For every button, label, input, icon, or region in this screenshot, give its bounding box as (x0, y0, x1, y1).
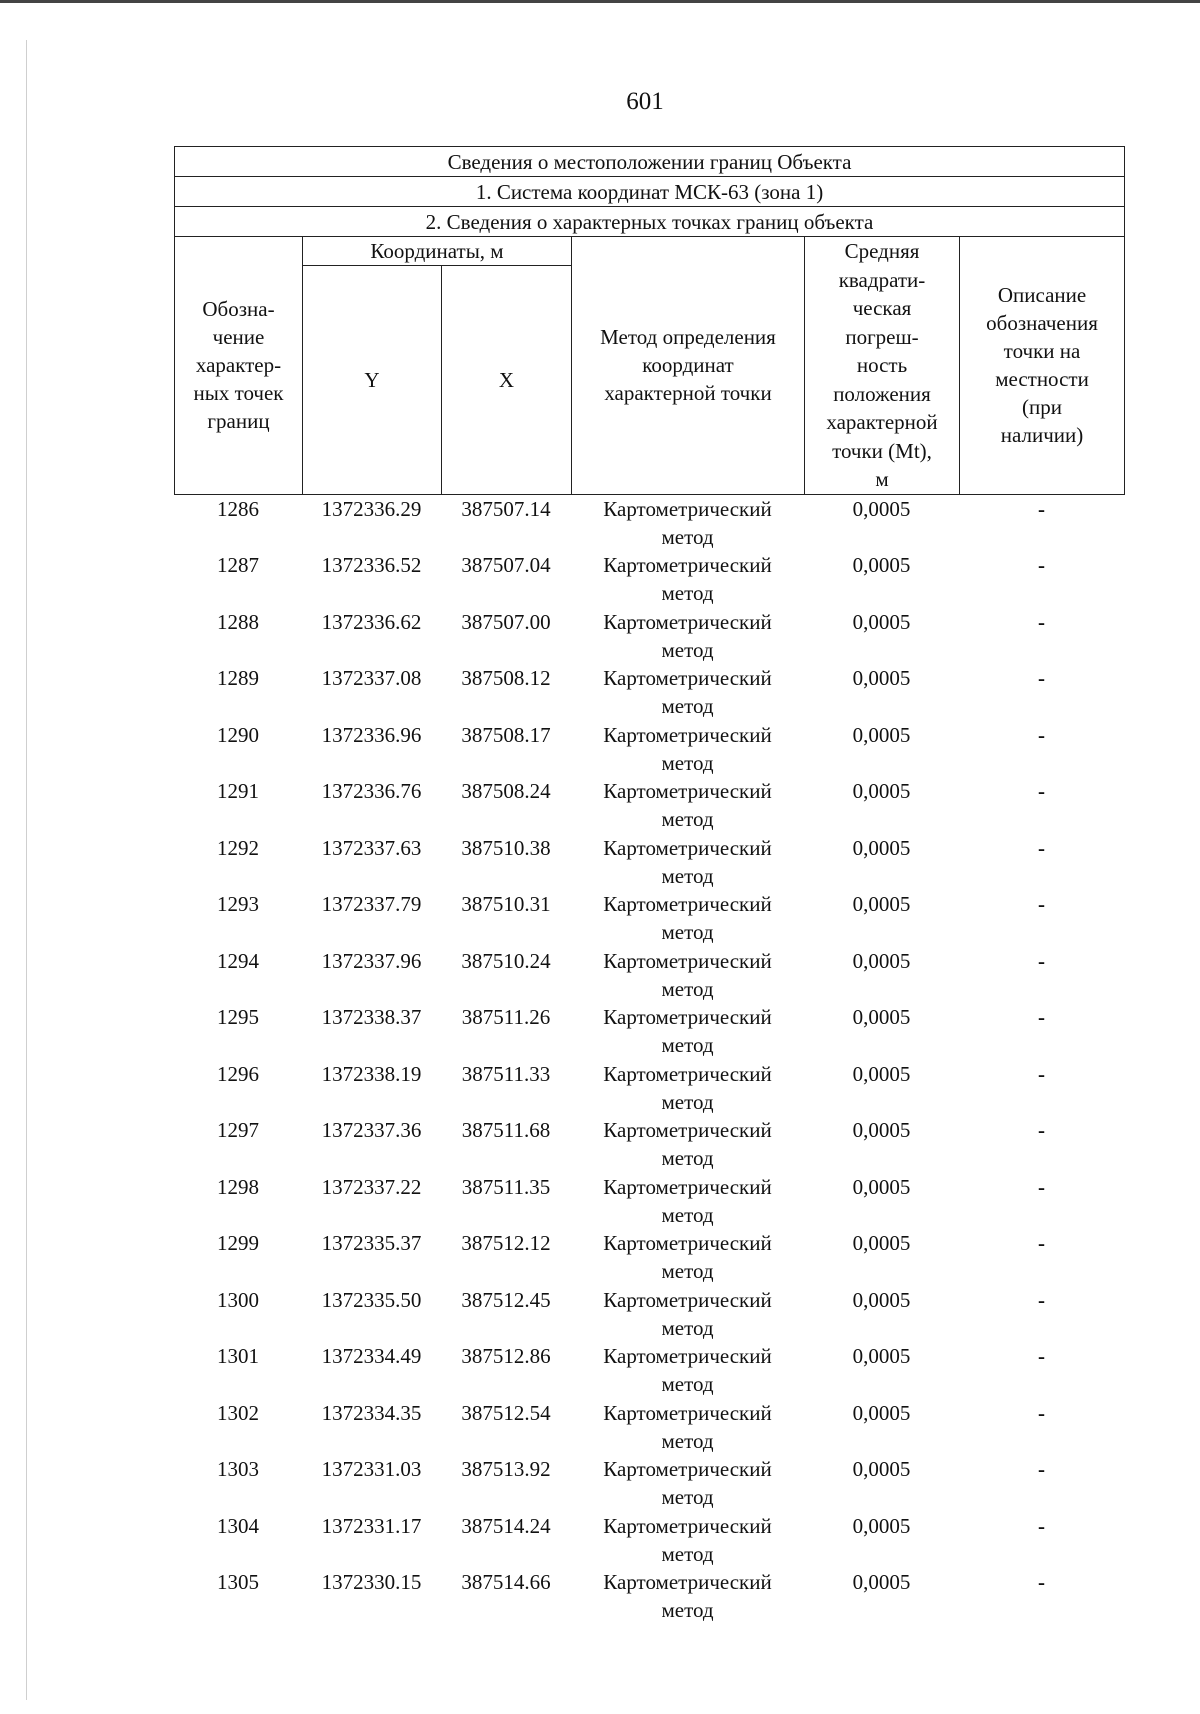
method-line: Картометрический (603, 553, 772, 577)
mt-error: 0,0005 (852, 1513, 911, 1538)
coord-y: 1372334.35 (321, 1400, 422, 1425)
mt-error: 0,0005 (852, 553, 911, 577)
coord-x: 387507.14 (461, 496, 551, 521)
description: - (1038, 1513, 1045, 1538)
method (571, 834, 804, 891)
method-line: Картометрический (603, 1513, 772, 1538)
mt-error: 0,0005 (852, 1118, 911, 1142)
method (571, 1568, 804, 1625)
table-row (174, 608, 1124, 665)
coord-y: 1372336.52 (321, 553, 422, 577)
method-line: метод (661, 1541, 714, 1566)
method (571, 1342, 804, 1399)
coord-x: 387508.12 (461, 666, 551, 690)
method-line: Картометрический (603, 1061, 772, 1086)
coord-x: 387514.66 (461, 1570, 551, 1594)
method (571, 608, 804, 665)
method-line: метод (661, 976, 714, 1001)
method-line: Картометрический (603, 722, 772, 747)
table-header (174, 146, 1125, 495)
description: - (1038, 1061, 1045, 1086)
header-y: Y (303, 266, 442, 494)
coord-x: 387507.00 (461, 609, 551, 634)
mt-error: 0,0005 (852, 1344, 911, 1368)
method-line: Картометрический (603, 1570, 772, 1594)
method-line: метод (661, 1315, 714, 1340)
method-line: Картометрический (603, 1457, 772, 1481)
coord-y: 1372335.50 (321, 1287, 422, 1312)
description: - (1038, 666, 1045, 690)
point-id: 1291 (217, 779, 259, 803)
point-id: 1286 (217, 496, 259, 521)
coord-x: 387511.33 (461, 1061, 551, 1086)
method-line: Картометрический (603, 1118, 772, 1142)
header-line: обозначения (986, 311, 1098, 336)
header-line: (при (1022, 395, 1062, 420)
mt-error: 0,0005 (852, 1005, 911, 1029)
method-line: Картометрический (603, 835, 772, 860)
method-line: метод (661, 750, 714, 775)
header-line: Обозна- (202, 297, 275, 322)
coordinate-system-caption: 1. Система координат МСК-63 (зона 1) (175, 177, 1125, 207)
coord-y: 1372337.08 (321, 666, 422, 690)
description: - (1038, 1400, 1045, 1425)
table-row (174, 1455, 1124, 1512)
header-line: характер- (195, 353, 282, 378)
coord-y: 1372338.37 (321, 1005, 422, 1029)
page-number: 601 (626, 88, 664, 115)
method-line: Картометрический (603, 948, 772, 973)
method-line: Картометрический (603, 1287, 772, 1312)
coord-y: 1372337.79 (321, 892, 422, 916)
coord-y: 1372336.29 (321, 496, 422, 521)
coord-y: 1372330.15 (321, 1570, 422, 1594)
method-line: Картометрический (603, 666, 772, 690)
coord-y: 1372334.49 (321, 1344, 422, 1368)
point-id: 1289 (217, 666, 259, 690)
method-line: метод (661, 1372, 714, 1396)
description: - (1038, 835, 1045, 860)
method-line: метод (661, 1428, 714, 1453)
header-line: положения (833, 381, 931, 406)
table-row (174, 1512, 1124, 1569)
mt-error: 0,0005 (852, 1457, 911, 1481)
table-row (174, 1003, 1124, 1060)
table-row (174, 1116, 1124, 1173)
method-line: метод (661, 1485, 714, 1509)
method-line: Картометрический (603, 1005, 772, 1029)
table-row (174, 834, 1124, 891)
mt-error: 0,0005 (852, 835, 911, 860)
method-line: метод (661, 1202, 714, 1227)
description: - (1038, 1344, 1045, 1368)
method-line: метод (661, 1146, 714, 1170)
method-line: Картометрический (603, 496, 772, 521)
method-line: метод (661, 581, 714, 605)
coord-x: 387507.04 (461, 553, 551, 577)
method-line: Картометрический (603, 1174, 772, 1199)
header-line: Описание (997, 283, 1087, 308)
description: - (1038, 779, 1045, 803)
table-row (174, 777, 1124, 834)
point-id: 1297 (217, 1118, 259, 1142)
coord-y: 1372335.37 (321, 1231, 422, 1255)
description: - (1038, 1118, 1045, 1142)
header-x: X (442, 266, 572, 494)
mt-error: 0,0005 (852, 892, 911, 916)
point-id: 1299 (217, 1231, 259, 1255)
method (571, 721, 804, 778)
header-coordinates: Координаты, м (303, 237, 572, 266)
coord-x: 387508.24 (461, 779, 551, 803)
header-line: Метод определения (600, 325, 776, 350)
method-line: метод (661, 694, 714, 718)
point-id: 1296 (217, 1061, 259, 1086)
description: - (1038, 553, 1045, 577)
coord-y: 1372337.63 (321, 835, 422, 860)
coord-y: 1372336.62 (321, 609, 422, 634)
point-id: 1292 (217, 835, 259, 860)
points-section-caption: 2. Сведения о характерных точках границ объекта (175, 207, 1125, 237)
coord-x: 387511.68 (461, 1118, 551, 1142)
header-line: ческая (852, 296, 912, 320)
point-id: 1303 (217, 1457, 259, 1481)
table-row (174, 495, 1124, 552)
point-id: 1295 (217, 1005, 259, 1029)
coord-x: 387512.45 (461, 1287, 551, 1312)
header-line: Средняя (844, 239, 920, 263)
method (571, 1229, 804, 1286)
header-line: м (875, 467, 889, 491)
point-id: 1298 (217, 1174, 259, 1199)
coord-y: 1372331.17 (321, 1513, 422, 1538)
mt-error: 0,0005 (852, 1400, 911, 1425)
coord-x: 387511.26 (461, 1005, 551, 1029)
description: - (1038, 1457, 1045, 1481)
method-line: Картометрический (603, 1344, 772, 1368)
header-line: точки (Mt), (832, 438, 932, 463)
point-id: 1304 (217, 1513, 259, 1538)
header-designation (175, 237, 303, 495)
table-row (174, 1286, 1124, 1343)
header-description (960, 237, 1125, 495)
header-line: точки на (1003, 339, 1081, 364)
point-id: 1294 (217, 948, 259, 973)
table-row (174, 721, 1124, 778)
coord-y: 1372337.22 (321, 1174, 422, 1199)
description: - (1038, 1287, 1045, 1312)
scan-edge-top (0, 0, 1200, 3)
point-id: 1290 (217, 722, 259, 747)
header-line: границ (207, 409, 270, 434)
coord-y: 1372336.96 (321, 722, 422, 747)
method (571, 551, 804, 608)
coord-y: 1372336.76 (321, 779, 422, 803)
description: - (1038, 609, 1045, 634)
mt-error: 0,0005 (852, 609, 911, 634)
method-line: Картометрический (603, 892, 772, 916)
coord-y: 1372338.19 (321, 1061, 422, 1086)
header-line: наличии) (1000, 423, 1084, 448)
coord-x: 387512.54 (461, 1400, 551, 1425)
table-row (174, 1342, 1124, 1399)
method (571, 664, 804, 721)
method (571, 777, 804, 834)
coord-x: 387511.35 (461, 1174, 551, 1199)
coord-x: 387512.12 (461, 1231, 551, 1255)
mt-error: 0,0005 (852, 1287, 911, 1312)
table-row (174, 1173, 1124, 1230)
description: - (1038, 1570, 1045, 1594)
method-line: метод (661, 863, 714, 888)
coord-x: 387514.24 (461, 1513, 551, 1538)
description: - (1038, 722, 1045, 747)
table-row (174, 1229, 1124, 1286)
table-row (174, 890, 1124, 947)
header-line: характерной точки (604, 381, 772, 406)
method (571, 1399, 804, 1456)
coord-x: 387508.17 (461, 722, 551, 747)
mt-error: 0,0005 (852, 948, 911, 973)
method (571, 1060, 804, 1117)
description: - (1038, 1231, 1045, 1255)
description: - (1038, 948, 1045, 973)
scan-edge-left (26, 40, 27, 1700)
table-row (174, 1568, 1124, 1625)
mt-error: 0,0005 (852, 1570, 911, 1594)
mt-error: 0,0005 (852, 496, 911, 521)
coord-x: 387510.31 (461, 892, 551, 916)
mt-error: 0,0005 (852, 779, 911, 803)
description: - (1038, 892, 1045, 916)
mt-error: 0,0005 (852, 722, 911, 747)
description: - (1038, 1174, 1045, 1199)
coord-x: 387510.38 (461, 835, 551, 860)
method (571, 890, 804, 947)
table-row (174, 664, 1124, 721)
header-line: местности (995, 367, 1089, 392)
method (571, 1173, 804, 1230)
method-line: Картометрический (603, 609, 772, 634)
method (571, 1455, 804, 1512)
method-line: метод (661, 1033, 714, 1057)
table-row (174, 1060, 1124, 1117)
point-id: 1288 (217, 609, 259, 634)
point-id: 1300 (217, 1287, 259, 1312)
header-line: характерной (826, 410, 938, 434)
header-line: чение (212, 325, 265, 350)
method-line: метод (661, 807, 714, 831)
description: - (1038, 1005, 1045, 1029)
header-line: ность (856, 353, 908, 377)
table-row (174, 1399, 1124, 1456)
method-line: метод (661, 1089, 714, 1114)
method (571, 947, 804, 1004)
method (571, 1286, 804, 1343)
mt-error: 0,0005 (852, 1061, 911, 1086)
method (571, 1003, 804, 1060)
coord-x: 387510.24 (461, 948, 551, 973)
point-id: 1287 (217, 553, 259, 577)
method-line: метод (661, 1259, 714, 1283)
point-id: 1302 (217, 1400, 259, 1425)
point-id: 1293 (217, 892, 259, 916)
coord-y: 1372337.36 (321, 1118, 422, 1142)
point-id: 1305 (217, 1570, 259, 1594)
method-line: метод (661, 524, 714, 549)
coord-y: 1372331.03 (321, 1457, 422, 1481)
method-line: Картометрический (603, 779, 772, 803)
coord-y: 1372337.96 (321, 948, 422, 973)
header-line: погреш- (845, 324, 919, 349)
table-row (174, 551, 1124, 608)
method-line: метод (661, 1598, 714, 1622)
coord-x: 387513.92 (461, 1457, 551, 1481)
mt-error: 0,0005 (852, 1174, 911, 1199)
description: - (1038, 496, 1045, 521)
mt-error: 0,0005 (852, 666, 911, 690)
point-id: 1301 (217, 1344, 259, 1368)
header-line: ных точек (193, 381, 284, 406)
method (571, 1512, 804, 1569)
method-line: метод (661, 920, 714, 944)
method-line: метод (661, 637, 714, 662)
points-table (174, 495, 1124, 1625)
header-line: квадрати- (838, 267, 926, 292)
method (571, 495, 804, 552)
header-method (572, 237, 805, 495)
boundary-points-sheet (174, 146, 1124, 1625)
table-title: Сведения о местоположении границ Объекта (175, 147, 1125, 177)
header-error (805, 237, 960, 495)
mt-error: 0,0005 (852, 1231, 911, 1255)
table-row (174, 947, 1124, 1004)
method (571, 1116, 804, 1173)
coord-x: 387512.86 (461, 1344, 551, 1368)
method-line: Картометрический (603, 1231, 772, 1255)
header-line: координат (642, 353, 734, 378)
method-line: Картометрический (603, 1400, 772, 1425)
